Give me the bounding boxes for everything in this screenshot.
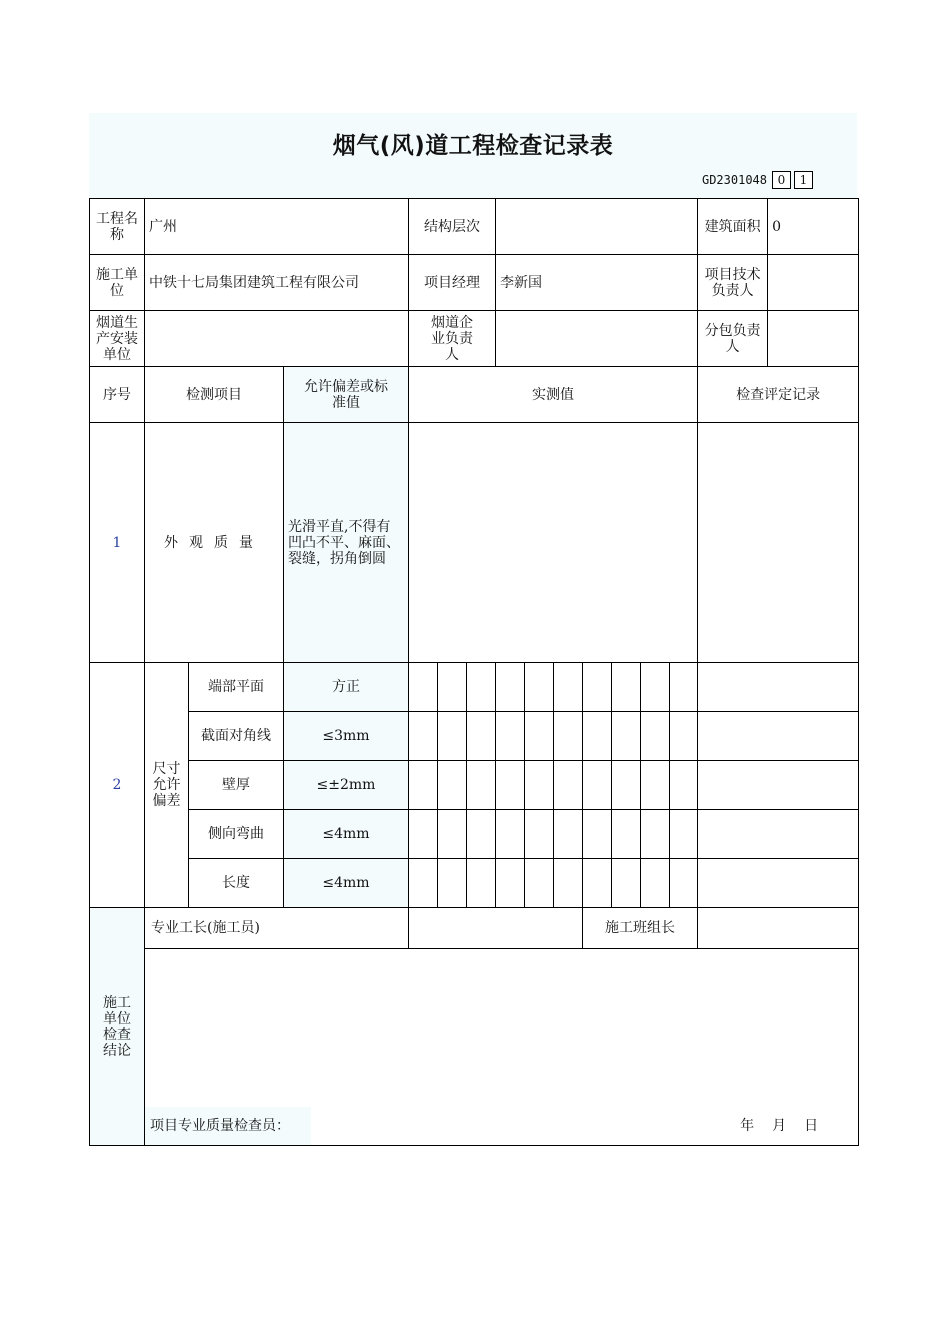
measure-cell[interactable] <box>467 810 496 859</box>
measure-cell[interactable] <box>670 712 698 761</box>
date-year: 年 <box>740 1118 755 1134</box>
conclusion-section-label: 施工单位检查结论 <box>90 908 145 1146</box>
measure-cell[interactable] <box>467 663 496 712</box>
item2-row-standard: ≤±2mm <box>284 761 409 810</box>
measure-cell[interactable] <box>525 761 554 810</box>
item2-row-standard: ≤4mm <box>284 810 409 859</box>
flue-producer-value[interactable] <box>145 311 409 367</box>
item2-row-name: 壁厚 <box>189 761 284 810</box>
measure-cell[interactable] <box>438 859 467 908</box>
item2-group: 尺寸允许偏差 <box>145 663 189 908</box>
item2-row-name: 端部平面 <box>189 663 284 712</box>
construction-unit-value[interactable]: 中铁十七局集团建筑工程有限公司 <box>145 255 409 311</box>
measure-cell[interactable] <box>438 712 467 761</box>
sign-date <box>722 1107 818 1145</box>
item1-evaluation[interactable] <box>698 423 859 663</box>
measure-cell[interactable] <box>409 810 438 859</box>
building-area-value[interactable]: 0 <box>768 199 859 255</box>
measure-cell[interactable] <box>525 663 554 712</box>
construction-unit-label: 施工单位 <box>90 255 145 311</box>
measure-cell[interactable] <box>525 859 554 908</box>
measure-cell[interactable] <box>525 810 554 859</box>
tech-lead-label: 项目技术负责人 <box>698 255 768 311</box>
inspector-label: 项目专业质量检查员： <box>145 1107 311 1145</box>
measure-cell[interactable] <box>670 663 698 712</box>
subcontract-lead-label: 分包负责人 <box>698 311 768 367</box>
form-code-area <box>702 170 813 190</box>
form-digit-box[interactable]: 0 <box>772 171 791 189</box>
measure-cell[interactable] <box>554 810 583 859</box>
project-name-value[interactable]: 广州 <box>145 199 409 255</box>
measure-cell[interactable] <box>612 663 641 712</box>
measure-cell[interactable] <box>641 859 670 908</box>
measure-cell[interactable] <box>612 859 641 908</box>
item2-seq: 2 <box>90 663 145 908</box>
measure-cell[interactable] <box>612 761 641 810</box>
measure-cell[interactable] <box>670 761 698 810</box>
item2-row-name: 长度 <box>189 859 284 908</box>
form-code: GD2301048 <box>701 173 767 187</box>
structure-level-label: 结构层次 <box>409 199 496 255</box>
measure-cell[interactable] <box>670 859 698 908</box>
measure-cell[interactable] <box>641 663 670 712</box>
header-seq: 序号 <box>90 367 145 423</box>
item2-row-standard: ≤4mm <box>284 859 409 908</box>
measure-cell[interactable] <box>438 810 467 859</box>
measure-cell[interactable] <box>438 663 467 712</box>
building-area-label: 建筑面积 <box>698 199 768 255</box>
header-item: 检测项目 <box>145 367 284 423</box>
measure-cell[interactable] <box>612 810 641 859</box>
evaluation-cell[interactable] <box>698 761 859 810</box>
flue-producer-label: 烟道生产安装单位 <box>90 311 145 367</box>
measure-cell[interactable] <box>583 663 612 712</box>
item1-name: 外观质量 <box>145 423 284 663</box>
measure-cell[interactable] <box>583 859 612 908</box>
measure-cell[interactable] <box>409 761 438 810</box>
measure-cell[interactable] <box>670 810 698 859</box>
evaluation-cell[interactable] <box>698 810 859 859</box>
measure-cell[interactable] <box>496 859 525 908</box>
tech-lead-value[interactable] <box>768 255 859 311</box>
item2-row-standard: ≤3mm <box>284 712 409 761</box>
measure-cell[interactable] <box>583 810 612 859</box>
evaluation-cell[interactable] <box>698 859 859 908</box>
measure-cell[interactable] <box>496 712 525 761</box>
structure-level-value[interactable] <box>496 199 698 255</box>
page-title: 烟气(风)道工程检查记录表 <box>332 133 614 159</box>
measure-cell[interactable] <box>467 859 496 908</box>
date-day: 日 <box>804 1118 819 1134</box>
measure-cell[interactable] <box>467 761 496 810</box>
flue-company-lead-value[interactable] <box>496 311 698 367</box>
measure-cell[interactable] <box>554 761 583 810</box>
date-month: 月 <box>772 1118 787 1134</box>
measure-cell[interactable] <box>467 712 496 761</box>
measure-cell[interactable] <box>409 712 438 761</box>
project-manager-value[interactable]: 李新国 <box>496 255 698 311</box>
foreman-label: 专业工长(施工员) <box>145 908 409 949</box>
header-tolerance: 允许偏差或标准值 <box>284 367 409 423</box>
measure-cell[interactable] <box>496 761 525 810</box>
measure-cell[interactable] <box>496 663 525 712</box>
measure-cell[interactable] <box>496 810 525 859</box>
conclusion-body[interactable] <box>145 949 859 1146</box>
evaluation-cell[interactable] <box>698 663 859 712</box>
item1-seq: 1 <box>90 423 145 663</box>
measure-cell[interactable] <box>641 761 670 810</box>
record-sheet <box>89 113 857 1147</box>
measure-cell[interactable] <box>409 859 438 908</box>
item1-standard: 光滑平直,不得有凹凸不平、麻面、裂缝，拐角倒圆 <box>284 423 409 663</box>
evaluation-cell[interactable] <box>698 712 859 761</box>
measure-cell[interactable] <box>409 663 438 712</box>
flue-company-lead-label: 烟道企业负责人 <box>409 311 496 367</box>
team-leader-value[interactable] <box>698 908 859 949</box>
measure-cell[interactable] <box>641 810 670 859</box>
sheet-header <box>89 113 857 198</box>
item1-measured[interactable] <box>409 423 698 663</box>
signature-row <box>145 1107 858 1145</box>
measure-cell[interactable] <box>554 859 583 908</box>
measure-cell[interactable] <box>612 712 641 761</box>
measure-cell[interactable] <box>438 761 467 810</box>
measure-cell[interactable] <box>554 663 583 712</box>
team-leader-label: 施工班组长 <box>583 908 698 949</box>
item2-row-name: 截面对角线 <box>189 712 284 761</box>
measure-cell[interactable] <box>583 712 612 761</box>
form-digit-box[interactable]: 1 <box>794 171 813 189</box>
item2-row-name: 侧向弯曲 <box>189 810 284 859</box>
inspection-table <box>89 198 859 1146</box>
measure-cell[interactable] <box>641 712 670 761</box>
item2-row-standard: 方正 <box>284 663 409 712</box>
measure-cell[interactable] <box>554 712 583 761</box>
header-evaluation: 检查评定记录 <box>698 367 859 423</box>
measure-cell[interactable] <box>525 712 554 761</box>
header-measured: 实测值 <box>409 367 698 423</box>
project-manager-label: 项目经理 <box>409 255 496 311</box>
project-name-label: 工程名称 <box>90 199 145 255</box>
measure-cell[interactable] <box>583 761 612 810</box>
foreman-value[interactable] <box>409 908 583 949</box>
subcontract-lead-value[interactable] <box>768 311 859 367</box>
